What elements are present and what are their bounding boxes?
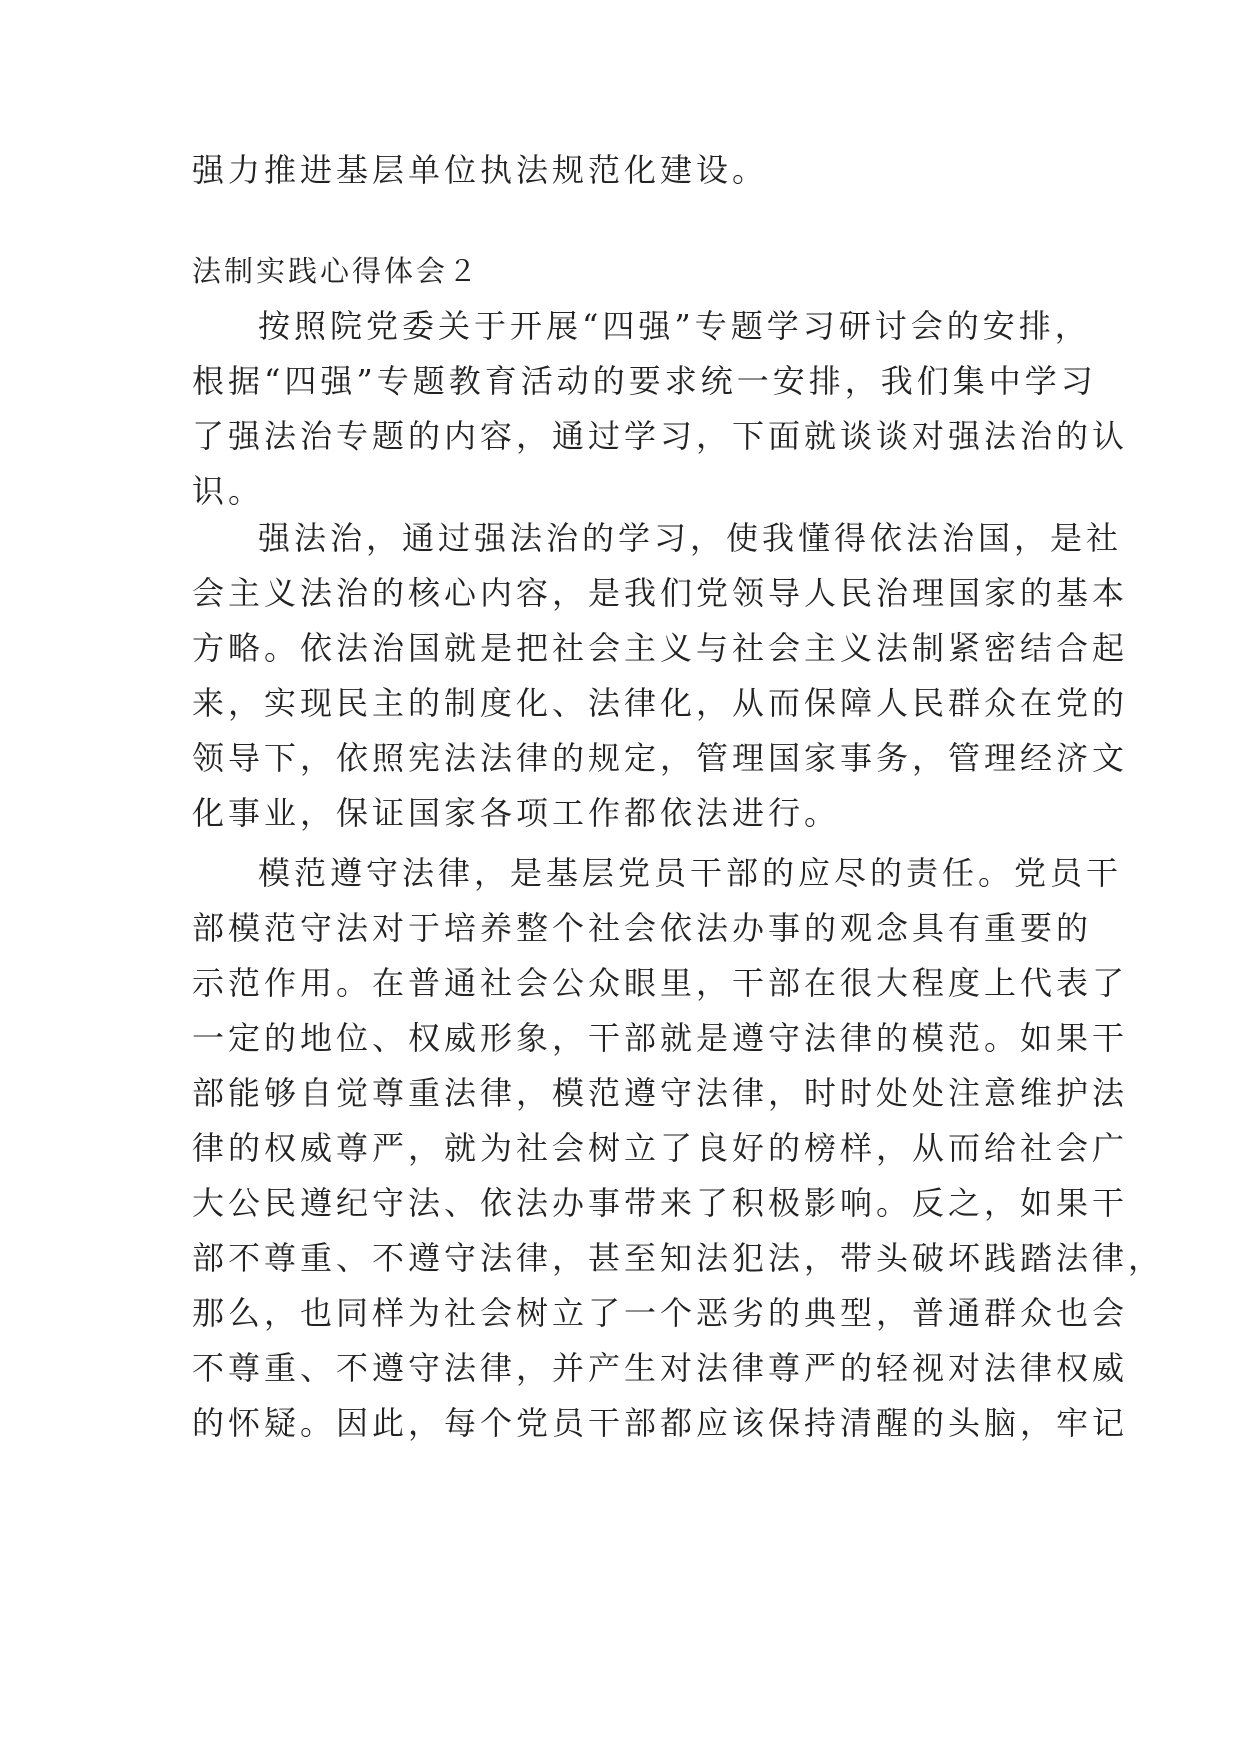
- paragraph-line: 部能够自觉尊重法律，模范遵守法律，时时处处注意维护法: [192, 1074, 1129, 1112]
- paragraph-line: 部模范守法对于培养整个社会依法办事的观念具有重要的: [192, 909, 1093, 947]
- paragraph-line: 领导下，依照宪法法律的规定，管理国家事务，管理经济文: [192, 739, 1129, 777]
- paragraph-line: 识。: [192, 472, 265, 510]
- paragraph-line: 方略。依法治国就是把社会主义与社会主义法制紧密结合起: [192, 629, 1129, 667]
- paragraph-line: 化事业，保证国家各项工作都依法进行。: [192, 794, 841, 832]
- paragraph-line: 按照院党委关于开展“四强”专题学习研讨会的安排，: [258, 307, 1091, 345]
- paragraph-line: 了强法治专题的内容，通过学习，下面就谈谈对强法治的认: [192, 417, 1129, 455]
- paragraph-line: 根据“四强”专题教育活动的要求统一安排，我们集中学习: [192, 362, 1097, 400]
- paragraph-line: 不尊重、不遵守法律，并产生对法律尊严的轻视对法律权威: [192, 1349, 1129, 1387]
- paragraph-line: 的怀疑。因此，每个党员干部都应该保持清醒的头脑，牢记: [192, 1404, 1129, 1442]
- paragraph-line: 大公民遵纪守法、依法办事带来了积极影响。反之，如果干: [192, 1184, 1129, 1222]
- paragraph-line: 模范遵守法律，是基层党员干部的应尽的责任。党员干: [258, 854, 1123, 892]
- paragraph-line: 部不尊重、不遵守法律，甚至知法犯法，带头破坏践踏法律，: [192, 1239, 1165, 1277]
- paragraph-line: 来，实现民主的制度化、法律化，从而保障人民群众在党的: [192, 684, 1129, 722]
- section-heading: 法制实践心得体会２: [192, 254, 481, 288]
- paragraph-line: 示范作用。在普通社会公众眼里，干部在很大程度上代表了: [192, 964, 1129, 1002]
- paragraph-line: 一定的地位、权威形象，干部就是遵守法律的模范。如果干: [192, 1019, 1129, 1057]
- paragraph-line: 律的权威尊严，就为社会树立了良好的榜样，从而给社会广: [192, 1129, 1129, 1167]
- paragraph-line: 那么，也同样为社会树立了一个恶劣的典型，普通群众也会: [192, 1294, 1129, 1332]
- paragraph-line: 会主义法治的核心内容，是我们党领导人民治理国家的基本: [192, 574, 1129, 612]
- paragraph-line: 强力推进基层单位执法规范化建设。: [192, 151, 769, 189]
- paragraph-line: 强法治，通过强法治的学习，使我懂得依法治国，是社: [258, 519, 1123, 557]
